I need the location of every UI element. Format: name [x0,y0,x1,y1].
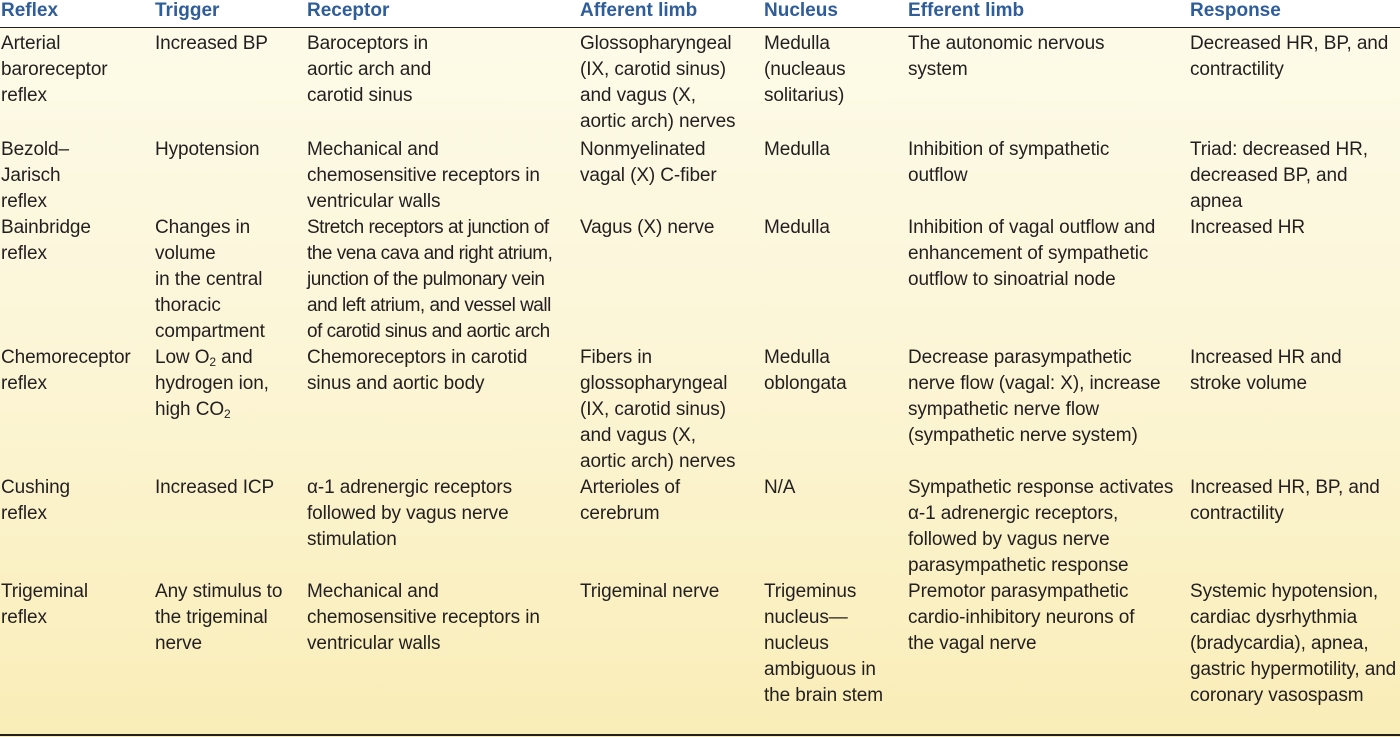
header-reflex: Reflex [1,0,59,21]
trigger-line: Low $O_2$ and [155,347,253,369]
header-receptor: Receptor [307,0,390,21]
cell-response: Increased HR and stroke volume [1190,347,1342,394]
cell-response: Decreased HR, BP, and contractility [1190,33,1389,80]
cell-reflex: Bezold– Jarisch reflex [1,139,69,212]
cell-trigger [155,345,303,423]
header-nucleus: Nucleus [764,0,838,21]
cell-afferent-limb: Vagus (X) nerve [580,217,715,238]
cell-receptor: Mechanical and chemosensitive receptors in ventricular walls [307,581,540,654]
cell-reflex: Cushing reflex [1,477,71,524]
cell-reflex: Chemoreceptor reflex [1,347,131,394]
cell-efferent-limb: Decrease parasympathetic nerve flow (vagal: X), increase sympathetic nerve flow (sympathetic nerve system) [908,347,1161,446]
header-efferent-limb: Efferent limb [908,0,1025,21]
cell-receptor: Stretch receptors at junction of the vena cava and right atrium, junction of the pulmonary vein and left atrium, and vessel wall of carotid sinus and aortic arch [307,217,553,342]
cell-reflex: Trigeminal reflex [1,581,88,628]
cell-receptor: Chemoreceptors in carotid sinus and aortic body [307,347,528,394]
cell-trigger: Hypotension [155,139,260,160]
cell-trigger: Changes in volume in the central thoracic compartment [155,217,265,342]
cell-reflex: Bainbridge reflex [1,217,91,264]
header-afferent-limb: Afferent limb [580,0,698,21]
cell-efferent-limb: Sympathetic response activates α-1 adrenergic receptors, followed by vagus nerve parasympathetic response [908,477,1174,576]
trigger-line: high $CO_2$ [155,399,231,421]
header-response: Response [1190,0,1281,21]
cell-nucleus: N/A [764,477,796,498]
cell-reflex: Arterial baroreceptor reflex [1,33,108,106]
cell-afferent-limb: Nonmyelinated vagal (X) C-fiber [580,139,717,186]
cell-nucleus: Medulla oblongata [764,347,847,394]
cell-receptor: Baroceptors in aortic arch and carotid sinus [307,33,432,106]
cell-receptor: α-1 adrenergic receptors followed by vagus nerve stimulation [307,477,513,550]
cell-receptor: Mechanical and chemosensitive receptors in ventricular walls [307,139,540,212]
table-header-row [0,0,1400,28]
cell-nucleus: Trigeminus nucleus— nucleus ambiguous in the brain stem [764,581,883,706]
cell-response: Triad: decreased HR, decreased BP, and apnea [1190,139,1368,212]
cell-afferent-limb: Glossopharyngeal (IX, carotid sinus) and vagus (X, aortic arch) nerves [580,33,736,132]
cell-trigger: Any stimulus to the trigeminal nerve [155,581,283,654]
cell-efferent-limb: Inhibition of sympathetic outflow [908,139,1110,186]
cell-efferent-limb: Premotor parasympathetic cardio-inhibitory neurons of the vagal nerve [908,581,1135,654]
cell-efferent-limb: Inhibition of vagal outflow and enhancement of sympathetic outflow to sinoatrial node [908,217,1156,290]
cell-trigger: Increased BP [155,33,268,54]
cell-response: Increased HR, BP, and contractility [1190,477,1380,524]
cell-efferent-limb: The autonomic nervous system [908,33,1105,80]
trigger-line: hydrogen ion, [155,373,269,394]
cell-afferent-limb: Arterioles of cerebrum [580,477,681,524]
cell-response: Systemic hypotension, cardiac dysrhythmia (bradycardia), apnea, gastric hypermotility, and coronary vasospasm [1190,581,1397,706]
cell-nucleus: Medulla [764,139,830,160]
cell-nucleus: Medulla (nucleaus solitarius) [764,33,846,106]
cell-response: Increased HR [1190,217,1305,238]
table-bottom-rule [0,734,1400,736]
cell-afferent-limb: Fibers in glossopharyngeal (IX, carotid sinus) and vagus (X, aortic arch) nerves [580,347,736,472]
cell-nucleus: Medulla [764,217,830,238]
cell-trigger: Increased ICP [155,477,275,498]
header-trigger: Trigger [155,0,220,21]
cell-afferent-limb: Trigeminal nerve [580,581,720,602]
